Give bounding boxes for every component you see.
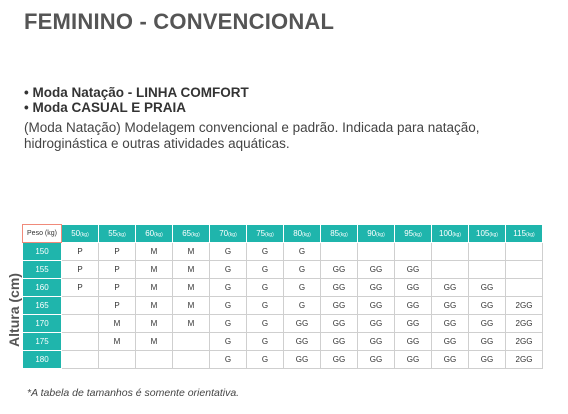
size-cell: G	[210, 279, 247, 297]
size-cell	[432, 243, 469, 261]
height-row-header: 170	[23, 315, 62, 333]
weight-unit: (kg)	[376, 232, 385, 238]
size-cell: M	[136, 315, 173, 333]
size-cell	[506, 243, 543, 261]
size-cell: GG	[358, 333, 395, 351]
size-cell: GG	[469, 333, 506, 351]
size-cell: GG	[469, 315, 506, 333]
size-cell: GG	[469, 351, 506, 369]
weight-unit: (kg)	[191, 232, 200, 238]
weight-column-header	[99, 225, 136, 243]
table-row	[23, 279, 543, 297]
size-cell	[506, 279, 543, 297]
size-table	[22, 224, 543, 369]
height-row-header: 155	[23, 261, 62, 279]
size-cell: M	[99, 333, 136, 351]
weight-unit: (kg)	[80, 232, 89, 238]
size-cell	[173, 351, 210, 369]
size-cell	[358, 243, 395, 261]
size-cell: GG	[395, 261, 432, 279]
size-cell: GG	[432, 351, 469, 369]
height-row-header: 165	[23, 297, 62, 315]
size-cell: GG	[469, 297, 506, 315]
size-cell	[469, 261, 506, 279]
weight-unit: (kg)	[265, 232, 274, 238]
size-cell: M	[136, 297, 173, 315]
height-row-header: 180	[23, 351, 62, 369]
weight-unit: (kg)	[413, 232, 422, 238]
size-cell: G	[284, 243, 321, 261]
weight-value: 100	[439, 229, 453, 238]
size-cell: G	[247, 243, 284, 261]
weight-column-header	[247, 225, 284, 243]
size-cell: GG	[469, 279, 506, 297]
size-cell: G	[210, 297, 247, 315]
size-cell: G	[284, 261, 321, 279]
size-cell: GG	[321, 351, 358, 369]
size-cell: GG	[321, 297, 358, 315]
table-row	[23, 243, 543, 261]
size-cell: G	[247, 351, 284, 369]
size-cell	[173, 333, 210, 351]
size-cell	[62, 297, 99, 315]
weight-unit: (kg)	[228, 232, 237, 238]
weight-value: 55	[108, 229, 118, 238]
size-cell: M	[173, 261, 210, 279]
weight-unit: (kg)	[302, 232, 311, 238]
size-cell: P	[99, 297, 136, 315]
size-cell: GG	[432, 297, 469, 315]
size-cell	[62, 333, 99, 351]
size-cell: G	[210, 243, 247, 261]
size-cell: GG	[321, 333, 358, 351]
size-cell: G	[247, 315, 284, 333]
size-cell: M	[136, 333, 173, 351]
size-cell: GG	[321, 261, 358, 279]
weight-column-header	[136, 225, 173, 243]
size-cell	[506, 261, 543, 279]
size-cell: P	[62, 243, 99, 261]
table-row	[23, 315, 543, 333]
size-cell: P	[99, 279, 136, 297]
height-axis-label: Altura (cm)	[6, 273, 22, 347]
weight-column-header	[321, 225, 358, 243]
table-row	[23, 297, 543, 315]
size-cell: GG	[358, 351, 395, 369]
weight-column-header	[284, 225, 321, 243]
weight-value: 90	[367, 229, 377, 238]
size-cell: GG	[432, 279, 469, 297]
size-table-header-row	[23, 225, 543, 243]
size-cell: M	[173, 315, 210, 333]
size-cell: GG	[395, 315, 432, 333]
weight-value: 70	[219, 229, 229, 238]
size-cell: GG	[321, 315, 358, 333]
weight-value: 95	[404, 229, 414, 238]
size-cell: M	[136, 261, 173, 279]
size-cell: 2GG	[506, 333, 543, 351]
size-cell: GG	[432, 315, 469, 333]
table-row	[23, 333, 543, 351]
size-cell: M	[173, 279, 210, 297]
weight-unit: (kg)	[489, 232, 498, 238]
weight-column-header	[173, 225, 210, 243]
weight-unit: (kg)	[526, 232, 535, 238]
size-cell	[469, 243, 506, 261]
table-row	[23, 351, 543, 369]
size-cell: M	[136, 243, 173, 261]
size-cell: P	[99, 261, 136, 279]
size-cell: G	[210, 351, 247, 369]
weight-value: 85	[330, 229, 340, 238]
bullet-list	[24, 85, 249, 115]
size-cell	[432, 261, 469, 279]
height-row-header: 160	[23, 279, 62, 297]
weight-column-header	[358, 225, 395, 243]
size-cell: P	[62, 279, 99, 297]
size-cell: GG	[284, 351, 321, 369]
bullet-item-casual: • Moda CASUAL E PRAIA	[24, 100, 186, 115]
size-cell: G	[247, 297, 284, 315]
weight-value: 115	[513, 229, 527, 238]
size-cell: G	[284, 279, 321, 297]
height-row-header: 150	[23, 243, 62, 261]
size-cell: GG	[321, 279, 358, 297]
size-cell: M	[136, 279, 173, 297]
weight-value: 60	[145, 229, 155, 238]
size-cell	[99, 351, 136, 369]
size-cell: GG	[395, 297, 432, 315]
size-cell: 2GG	[506, 351, 543, 369]
weight-column-header	[469, 225, 506, 243]
weight-column-header	[432, 225, 469, 243]
size-cell: M	[99, 315, 136, 333]
weight-value: 105	[476, 229, 490, 238]
size-cell: G	[247, 261, 284, 279]
weight-value: 50	[71, 229, 81, 238]
weight-corner-label: Peso (kg)	[23, 225, 62, 243]
bullet-item-comfort: • Moda Natação - LINHA COMFORT	[24, 85, 249, 100]
size-cell: GG	[395, 279, 432, 297]
size-cell	[395, 243, 432, 261]
size-cell: 2GG	[506, 297, 543, 315]
weight-column-header	[210, 225, 247, 243]
size-cell: GG	[395, 351, 432, 369]
footnote: *A tabela de tamanhos é somente orientativa.	[27, 387, 240, 399]
weight-column-header	[395, 225, 432, 243]
weight-unit: (kg)	[339, 232, 348, 238]
size-cell: G	[210, 333, 247, 351]
size-cell: G	[247, 333, 284, 351]
weight-unit: (kg)	[452, 232, 461, 238]
weight-value: 65	[182, 229, 192, 238]
size-cell: P	[62, 261, 99, 279]
size-cell	[136, 351, 173, 369]
table-row	[23, 261, 543, 279]
size-cell: M	[173, 243, 210, 261]
size-cell: GG	[432, 333, 469, 351]
size-cell: GG	[358, 315, 395, 333]
weight-column-header	[506, 225, 543, 243]
weight-unit: (kg)	[117, 232, 126, 238]
size-cell: G	[210, 261, 247, 279]
size-cell	[62, 351, 99, 369]
weight-unit: (kg)	[154, 232, 163, 238]
size-cell: GG	[358, 261, 395, 279]
description-text: (Moda Natação) Modelagem convencional e padrão. Indicada para natação, hidroginástica e outras atividades aquáticas.	[24, 120, 480, 151]
size-cell: GG	[358, 297, 395, 315]
size-cell: GG	[284, 333, 321, 351]
size-cell: GG	[395, 333, 432, 351]
height-row-header: 175	[23, 333, 62, 351]
size-cell: M	[173, 297, 210, 315]
size-cell: G	[247, 279, 284, 297]
page-title: FEMININO - CONVENCIONAL	[24, 9, 335, 34]
size-cell: GG	[284, 315, 321, 333]
size-cell: G	[210, 315, 247, 333]
size-cell: P	[99, 243, 136, 261]
size-cell: 2GG	[506, 315, 543, 333]
weight-value: 80	[293, 229, 303, 238]
weight-value: 75	[256, 229, 266, 238]
size-cell: GG	[358, 279, 395, 297]
weight-column-header	[62, 225, 99, 243]
size-cell	[62, 315, 99, 333]
size-cell: G	[284, 297, 321, 315]
size-cell	[321, 243, 358, 261]
